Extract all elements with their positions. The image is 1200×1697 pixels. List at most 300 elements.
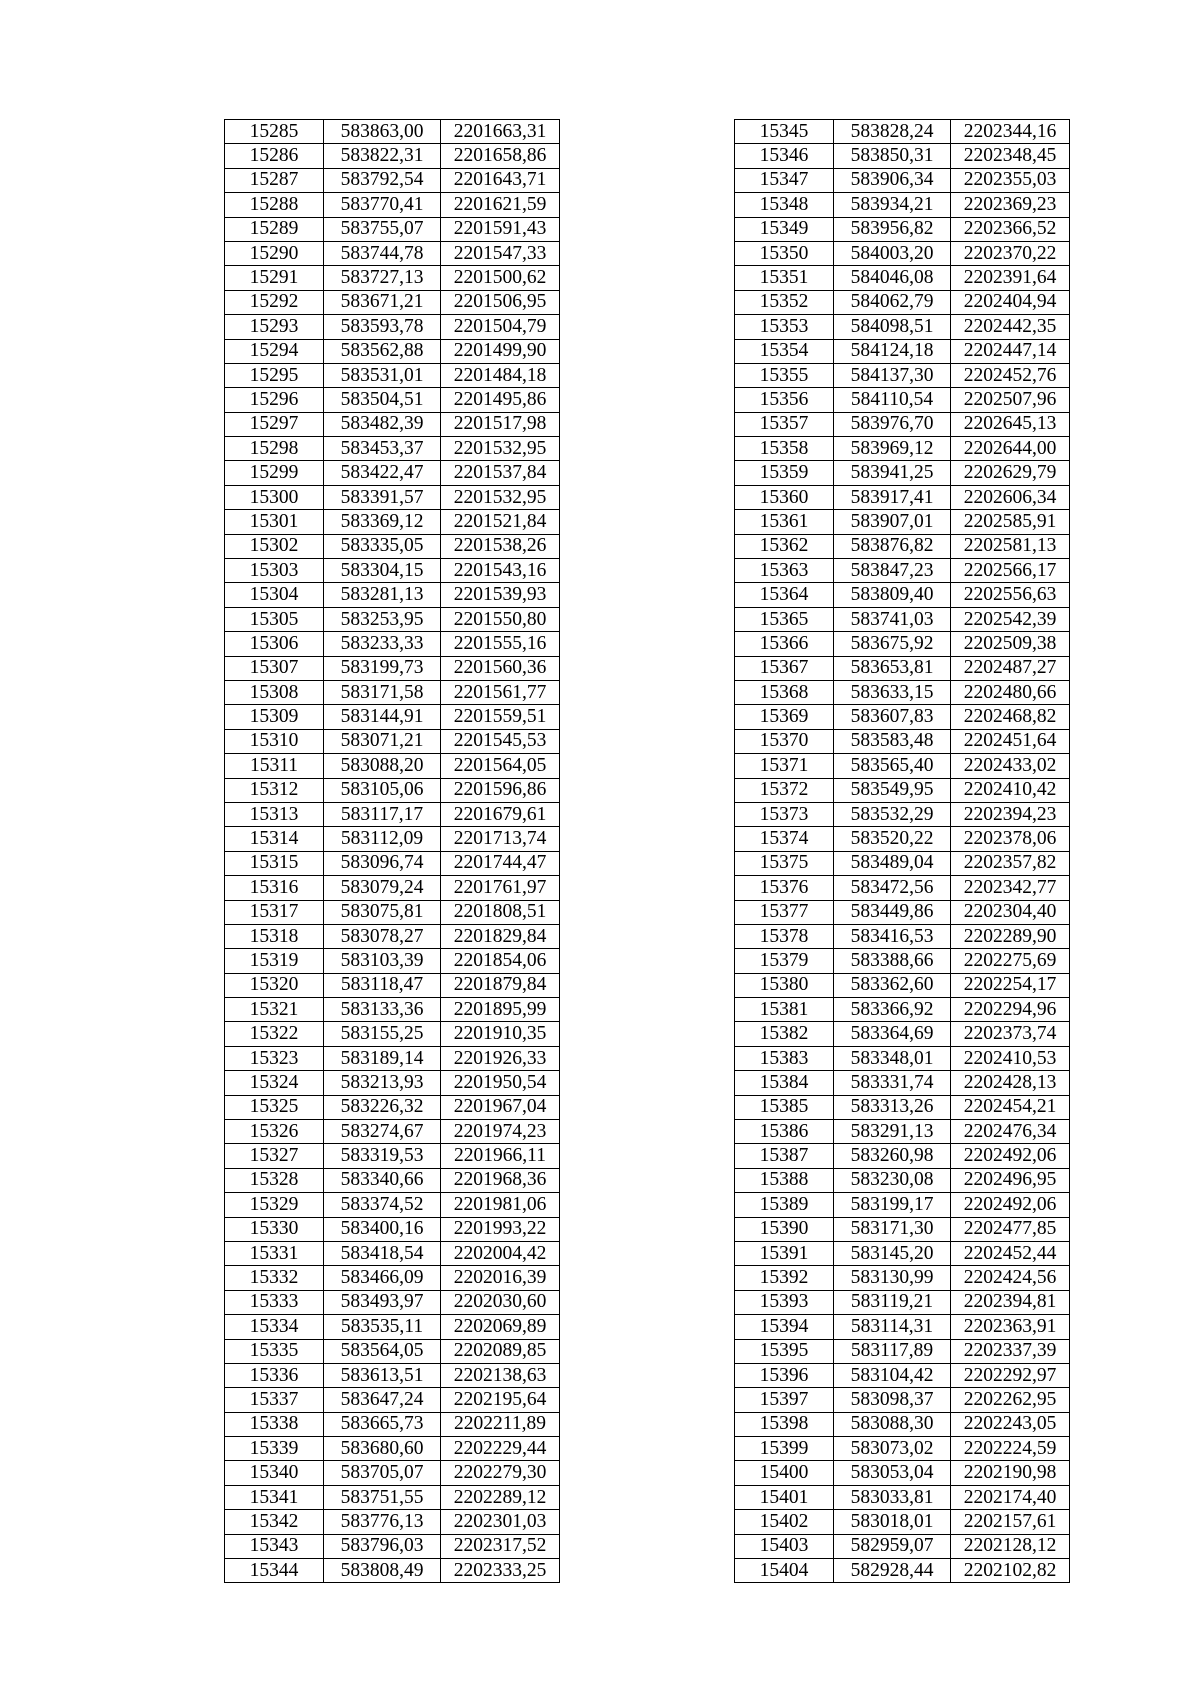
point-number-cell: 15320	[225, 973, 324, 997]
x-coordinate-cell: 583564,05	[324, 1339, 441, 1363]
table-row	[225, 485, 560, 509]
y-coordinate-cell: 2202337,39	[951, 1339, 1070, 1363]
table-row	[225, 1339, 560, 1363]
point-number-cell: 15313	[225, 802, 324, 826]
y-coordinate-cell: 2202128,12	[951, 1534, 1070, 1558]
point-number-cell: 15289	[225, 217, 324, 241]
x-coordinate-cell: 583071,21	[324, 729, 441, 753]
x-coordinate-cell: 583675,92	[834, 632, 951, 656]
table-row	[735, 120, 1070, 144]
point-number-cell: 15330	[225, 1217, 324, 1241]
x-coordinate-cell: 583145,20	[834, 1241, 951, 1265]
y-coordinate-cell: 2202289,12	[441, 1485, 560, 1509]
table-row	[225, 1046, 560, 1070]
y-coordinate-cell: 2201538,26	[441, 534, 560, 558]
y-coordinate-cell: 2202509,38	[951, 632, 1070, 656]
table-row	[225, 900, 560, 924]
y-coordinate-cell: 2201537,84	[441, 461, 560, 485]
table-row	[735, 193, 1070, 217]
point-number-cell: 15290	[225, 241, 324, 265]
point-number-cell: 15327	[225, 1144, 324, 1168]
point-number-cell: 15384	[735, 1071, 834, 1095]
table-row	[225, 729, 560, 753]
x-coordinate-cell: 583976,70	[834, 412, 951, 436]
table-row	[735, 1168, 1070, 1192]
point-number-cell: 15392	[735, 1266, 834, 1290]
table-row	[225, 534, 560, 558]
table-row	[225, 363, 560, 387]
table-row	[225, 876, 560, 900]
y-coordinate-cell: 2202645,13	[951, 412, 1070, 436]
table-row	[225, 1388, 560, 1412]
table-row	[225, 461, 560, 485]
y-coordinate-cell: 2202370,22	[951, 241, 1070, 265]
y-coordinate-cell: 2202428,13	[951, 1071, 1070, 1095]
table-row	[735, 510, 1070, 534]
x-coordinate-cell: 583792,54	[324, 168, 441, 192]
point-number-cell: 15342	[225, 1510, 324, 1534]
x-coordinate-cell: 583319,53	[324, 1144, 441, 1168]
point-number-cell: 15404	[735, 1559, 834, 1583]
x-coordinate-cell: 583078,27	[324, 924, 441, 948]
x-coordinate-cell: 583531,01	[324, 363, 441, 387]
x-coordinate-cell: 583418,54	[324, 1241, 441, 1265]
table-row	[735, 1290, 1070, 1314]
point-number-cell: 15286	[225, 144, 324, 168]
x-coordinate-cell: 583260,98	[834, 1144, 951, 1168]
y-coordinate-cell: 2201658,86	[441, 144, 560, 168]
point-number-cell: 15399	[735, 1437, 834, 1461]
point-number-cell: 15331	[225, 1241, 324, 1265]
y-coordinate-cell: 2202157,61	[951, 1510, 1070, 1534]
x-coordinate-cell: 583755,07	[324, 217, 441, 241]
x-coordinate-cell: 583876,82	[834, 534, 951, 558]
y-coordinate-cell: 2201545,53	[441, 729, 560, 753]
table-row	[735, 1559, 1070, 1583]
point-number-cell: 15285	[225, 120, 324, 144]
table-row	[735, 266, 1070, 290]
point-number-cell: 15376	[735, 876, 834, 900]
point-number-cell: 15312	[225, 778, 324, 802]
point-number-cell: 15322	[225, 1022, 324, 1046]
x-coordinate-cell: 583369,12	[324, 510, 441, 534]
table-row	[225, 680, 560, 704]
x-coordinate-cell: 583130,99	[834, 1266, 951, 1290]
x-coordinate-cell: 583366,92	[834, 998, 951, 1022]
y-coordinate-cell: 2201499,90	[441, 339, 560, 363]
y-coordinate-cell: 2201500,62	[441, 266, 560, 290]
point-number-cell: 15341	[225, 1485, 324, 1509]
y-coordinate-cell: 2201555,16	[441, 632, 560, 656]
y-coordinate-cell: 2201521,84	[441, 510, 560, 534]
point-number-cell: 15323	[225, 1046, 324, 1070]
y-coordinate-cell: 2202004,42	[441, 1241, 560, 1265]
y-coordinate-cell: 2201808,51	[441, 900, 560, 924]
y-coordinate-cell: 2202391,64	[951, 266, 1070, 290]
table-row	[735, 998, 1070, 1022]
y-coordinate-cell: 2202102,82	[951, 1559, 1070, 1583]
table-row	[225, 1461, 560, 1485]
x-coordinate-cell: 583112,09	[324, 827, 441, 851]
point-number-cell: 15379	[735, 949, 834, 973]
point-number-cell: 15383	[735, 1046, 834, 1070]
table-row	[225, 705, 560, 729]
x-coordinate-cell: 583562,88	[324, 339, 441, 363]
point-number-cell: 15332	[225, 1266, 324, 1290]
x-coordinate-cell: 583114,31	[834, 1315, 951, 1339]
table-row	[735, 851, 1070, 875]
point-number-cell: 15346	[735, 144, 834, 168]
table-row	[225, 1071, 560, 1095]
y-coordinate-cell: 2202566,17	[951, 559, 1070, 583]
y-coordinate-cell: 2202378,06	[951, 827, 1070, 851]
y-coordinate-cell: 2202480,66	[951, 680, 1070, 704]
x-coordinate-cell: 583671,21	[324, 290, 441, 314]
y-coordinate-cell: 2201761,97	[441, 876, 560, 900]
x-coordinate-cell: 583727,13	[324, 266, 441, 290]
x-coordinate-cell: 583400,16	[324, 1217, 441, 1241]
point-number-cell: 15387	[735, 1144, 834, 1168]
x-coordinate-cell: 583171,58	[324, 680, 441, 704]
x-coordinate-cell: 582928,44	[834, 1559, 951, 1583]
x-coordinate-cell: 583133,36	[324, 998, 441, 1022]
coordinates-table-body	[225, 120, 560, 1583]
x-coordinate-cell: 584062,79	[834, 290, 951, 314]
point-number-cell: 15308	[225, 680, 324, 704]
table-row	[735, 388, 1070, 412]
y-coordinate-cell: 2202644,00	[951, 437, 1070, 461]
table-row	[735, 1144, 1070, 1168]
y-coordinate-cell: 2201495,86	[441, 388, 560, 412]
point-number-cell: 15345	[735, 120, 834, 144]
x-coordinate-cell: 583863,00	[324, 120, 441, 144]
table-row	[735, 827, 1070, 851]
y-coordinate-cell: 2201679,61	[441, 802, 560, 826]
table-row	[735, 559, 1070, 583]
table-row	[225, 1534, 560, 1558]
point-number-cell: 15362	[735, 534, 834, 558]
table-row	[735, 241, 1070, 265]
table-row	[735, 437, 1070, 461]
table-row	[735, 1388, 1070, 1412]
table-row	[735, 1217, 1070, 1241]
point-number-cell: 15338	[225, 1412, 324, 1436]
table-row	[225, 1168, 560, 1192]
point-number-cell: 15349	[735, 217, 834, 241]
table-row	[225, 851, 560, 875]
x-coordinate-cell: 583033,81	[834, 1485, 951, 1509]
y-coordinate-cell: 2202174,40	[951, 1485, 1070, 1509]
x-coordinate-cell: 583565,40	[834, 754, 951, 778]
y-coordinate-cell: 2201829,84	[441, 924, 560, 948]
table-row	[735, 461, 1070, 485]
y-coordinate-cell: 2202556,63	[951, 583, 1070, 607]
point-number-cell: 15369	[735, 705, 834, 729]
coordinates-table-body	[735, 120, 1070, 1583]
point-number-cell: 15304	[225, 583, 324, 607]
point-number-cell: 15303	[225, 559, 324, 583]
x-coordinate-cell: 583291,13	[834, 1120, 951, 1144]
y-coordinate-cell: 2201713,74	[441, 827, 560, 851]
x-coordinate-cell: 583956,82	[834, 217, 951, 241]
point-number-cell: 15400	[735, 1461, 834, 1485]
x-coordinate-cell: 583079,24	[324, 876, 441, 900]
table-row	[735, 363, 1070, 387]
y-coordinate-cell: 2202016,39	[441, 1266, 560, 1290]
y-coordinate-cell: 2201981,06	[441, 1193, 560, 1217]
point-number-cell: 15336	[225, 1363, 324, 1387]
x-coordinate-cell: 583665,73	[324, 1412, 441, 1436]
x-coordinate-cell: 583653,81	[834, 656, 951, 680]
x-coordinate-cell: 583117,17	[324, 802, 441, 826]
y-coordinate-cell: 2202363,91	[951, 1315, 1070, 1339]
x-coordinate-cell: 583075,81	[324, 900, 441, 924]
y-coordinate-cell: 2201547,33	[441, 241, 560, 265]
table-row	[225, 120, 560, 144]
table-row	[225, 559, 560, 583]
y-coordinate-cell: 2202301,03	[441, 1510, 560, 1534]
point-number-cell: 15365	[735, 607, 834, 631]
x-coordinate-cell: 583073,02	[834, 1437, 951, 1461]
point-number-cell: 15361	[735, 510, 834, 534]
y-coordinate-cell: 2202304,40	[951, 900, 1070, 924]
table-row	[735, 1339, 1070, 1363]
y-coordinate-cell: 2201643,71	[441, 168, 560, 192]
table-row	[735, 144, 1070, 168]
point-number-cell: 15306	[225, 632, 324, 656]
x-coordinate-cell: 583647,24	[324, 1388, 441, 1412]
y-coordinate-cell: 2201663,31	[441, 120, 560, 144]
x-coordinate-cell: 583422,47	[324, 461, 441, 485]
table-row	[225, 656, 560, 680]
table-row	[225, 754, 560, 778]
table-row	[735, 802, 1070, 826]
point-number-cell: 15314	[225, 827, 324, 851]
table-row	[225, 388, 560, 412]
y-coordinate-cell: 2202507,96	[951, 388, 1070, 412]
y-coordinate-cell: 2201550,80	[441, 607, 560, 631]
y-coordinate-cell: 2202442,35	[951, 315, 1070, 339]
point-number-cell: 15296	[225, 388, 324, 412]
table-row	[735, 949, 1070, 973]
point-number-cell: 15402	[735, 1510, 834, 1534]
x-coordinate-cell: 583532,29	[834, 802, 951, 826]
x-coordinate-cell: 583809,40	[834, 583, 951, 607]
table-row	[225, 1363, 560, 1387]
table-row	[225, 290, 560, 314]
y-coordinate-cell: 2202195,64	[441, 1388, 560, 1412]
table-row	[735, 1071, 1070, 1095]
x-coordinate-cell: 583226,32	[324, 1095, 441, 1119]
x-coordinate-cell: 583104,42	[834, 1363, 951, 1387]
table-row	[225, 339, 560, 363]
x-coordinate-cell: 583171,30	[834, 1217, 951, 1241]
x-coordinate-cell: 583453,37	[324, 437, 441, 461]
x-coordinate-cell: 584137,30	[834, 363, 951, 387]
table-row	[735, 485, 1070, 509]
x-coordinate-cell: 584124,18	[834, 339, 951, 363]
y-coordinate-cell: 2201560,36	[441, 656, 560, 680]
y-coordinate-cell: 2202468,82	[951, 705, 1070, 729]
y-coordinate-cell: 2202410,42	[951, 778, 1070, 802]
x-coordinate-cell: 583233,33	[324, 632, 441, 656]
point-number-cell: 15295	[225, 363, 324, 387]
point-number-cell: 15325	[225, 1095, 324, 1119]
x-coordinate-cell: 583934,21	[834, 193, 951, 217]
y-coordinate-cell: 2202089,85	[441, 1339, 560, 1363]
y-coordinate-cell: 2202585,91	[951, 510, 1070, 534]
point-number-cell: 15305	[225, 607, 324, 631]
point-number-cell: 15352	[735, 290, 834, 314]
x-coordinate-cell: 583340,66	[324, 1168, 441, 1192]
x-coordinate-cell: 583449,86	[834, 900, 951, 924]
table-row	[735, 1437, 1070, 1461]
point-number-cell: 15374	[735, 827, 834, 851]
y-coordinate-cell: 2202606,34	[951, 485, 1070, 509]
y-coordinate-cell: 2202410,53	[951, 1046, 1070, 1070]
point-number-cell: 15294	[225, 339, 324, 363]
y-coordinate-cell: 2202344,16	[951, 120, 1070, 144]
table-row	[225, 168, 560, 192]
point-number-cell: 15355	[735, 363, 834, 387]
table-row	[225, 1241, 560, 1265]
x-coordinate-cell: 582959,07	[834, 1534, 951, 1558]
y-coordinate-cell: 2202357,82	[951, 851, 1070, 875]
y-coordinate-cell: 2201895,99	[441, 998, 560, 1022]
y-coordinate-cell: 2202317,52	[441, 1534, 560, 1558]
table-row	[225, 193, 560, 217]
x-coordinate-cell: 583391,57	[324, 485, 441, 509]
table-row	[735, 1095, 1070, 1119]
point-number-cell: 15381	[735, 998, 834, 1022]
y-coordinate-cell: 2201879,84	[441, 973, 560, 997]
x-coordinate-cell: 583549,95	[834, 778, 951, 802]
table-row	[735, 656, 1070, 680]
y-coordinate-cell: 2201532,95	[441, 485, 560, 509]
y-coordinate-cell: 2201950,54	[441, 1071, 560, 1095]
y-coordinate-cell: 2201564,05	[441, 754, 560, 778]
y-coordinate-cell: 2201504,79	[441, 315, 560, 339]
table-row	[735, 754, 1070, 778]
y-coordinate-cell: 2201968,36	[441, 1168, 560, 1192]
table-row	[735, 900, 1070, 924]
x-coordinate-cell: 583828,24	[834, 120, 951, 144]
x-coordinate-cell: 583744,78	[324, 241, 441, 265]
x-coordinate-cell: 583850,31	[834, 144, 951, 168]
y-coordinate-cell: 2201966,11	[441, 1144, 560, 1168]
y-coordinate-cell: 2201559,51	[441, 705, 560, 729]
table-row	[225, 1144, 560, 1168]
point-number-cell: 15309	[225, 705, 324, 729]
y-coordinate-cell: 2202138,63	[441, 1363, 560, 1387]
point-number-cell: 15351	[735, 266, 834, 290]
y-coordinate-cell: 2202355,03	[951, 168, 1070, 192]
table-row	[735, 778, 1070, 802]
point-number-cell: 15310	[225, 729, 324, 753]
x-coordinate-cell: 583281,13	[324, 583, 441, 607]
y-coordinate-cell: 2201596,86	[441, 778, 560, 802]
table-row	[735, 607, 1070, 631]
x-coordinate-cell: 583917,41	[834, 485, 951, 509]
x-coordinate-cell: 583907,01	[834, 510, 951, 534]
table-row	[735, 217, 1070, 241]
x-coordinate-cell: 583213,93	[324, 1071, 441, 1095]
table-row	[735, 1241, 1070, 1265]
point-number-cell: 15298	[225, 437, 324, 461]
y-coordinate-cell: 2202451,64	[951, 729, 1070, 753]
x-coordinate-cell: 583466,09	[324, 1266, 441, 1290]
table-row	[225, 1120, 560, 1144]
y-coordinate-cell: 2202333,25	[441, 1559, 560, 1583]
x-coordinate-cell: 583348,01	[834, 1046, 951, 1070]
y-coordinate-cell: 2202292,97	[951, 1363, 1070, 1387]
y-coordinate-cell: 2201561,77	[441, 680, 560, 704]
y-coordinate-cell: 2202348,45	[951, 144, 1070, 168]
y-coordinate-cell: 2202279,30	[441, 1461, 560, 1485]
y-coordinate-cell: 2202452,76	[951, 363, 1070, 387]
y-coordinate-cell: 2202492,06	[951, 1193, 1070, 1217]
x-coordinate-cell: 583103,39	[324, 949, 441, 973]
x-coordinate-cell: 583388,66	[834, 949, 951, 973]
table-row	[225, 924, 560, 948]
table-row	[225, 998, 560, 1022]
y-coordinate-cell: 2201926,33	[441, 1046, 560, 1070]
point-number-cell: 15354	[735, 339, 834, 363]
point-number-cell: 15388	[735, 1168, 834, 1192]
y-coordinate-cell: 2202211,89	[441, 1412, 560, 1436]
table-row	[225, 632, 560, 656]
x-coordinate-cell: 583119,21	[834, 1290, 951, 1314]
table-row	[735, 1363, 1070, 1387]
y-coordinate-cell: 2201591,43	[441, 217, 560, 241]
x-coordinate-cell: 583253,95	[324, 607, 441, 631]
x-coordinate-cell: 583335,05	[324, 534, 441, 558]
y-coordinate-cell: 2202275,69	[951, 949, 1070, 973]
point-number-cell: 15366	[735, 632, 834, 656]
point-number-cell: 15347	[735, 168, 834, 192]
y-coordinate-cell: 2201910,35	[441, 1022, 560, 1046]
x-coordinate-cell: 583053,04	[834, 1461, 951, 1485]
point-number-cell: 15371	[735, 754, 834, 778]
point-number-cell: 15317	[225, 900, 324, 924]
y-coordinate-cell: 2201539,93	[441, 583, 560, 607]
y-coordinate-cell: 2202452,44	[951, 1241, 1070, 1265]
table-row	[735, 680, 1070, 704]
table-row	[225, 1559, 560, 1583]
table-row	[225, 1022, 560, 1046]
y-coordinate-cell: 2202496,95	[951, 1168, 1070, 1192]
table-row	[735, 1315, 1070, 1339]
point-number-cell: 15293	[225, 315, 324, 339]
y-coordinate-cell: 2202394,23	[951, 802, 1070, 826]
x-coordinate-cell: 584110,54	[834, 388, 951, 412]
y-coordinate-cell: 2201484,18	[441, 363, 560, 387]
y-coordinate-cell: 2202366,52	[951, 217, 1070, 241]
point-number-cell: 15350	[735, 241, 834, 265]
point-number-cell: 15337	[225, 1388, 324, 1412]
point-number-cell: 15334	[225, 1315, 324, 1339]
x-coordinate-cell: 583680,60	[324, 1437, 441, 1461]
table-row	[735, 168, 1070, 192]
point-number-cell: 15363	[735, 559, 834, 583]
x-coordinate-cell: 583105,06	[324, 778, 441, 802]
table-row	[225, 1437, 560, 1461]
point-number-cell: 15348	[735, 193, 834, 217]
y-coordinate-cell: 2202433,02	[951, 754, 1070, 778]
x-coordinate-cell: 583493,97	[324, 1290, 441, 1314]
x-coordinate-cell: 583199,73	[324, 656, 441, 680]
table-row	[735, 339, 1070, 363]
